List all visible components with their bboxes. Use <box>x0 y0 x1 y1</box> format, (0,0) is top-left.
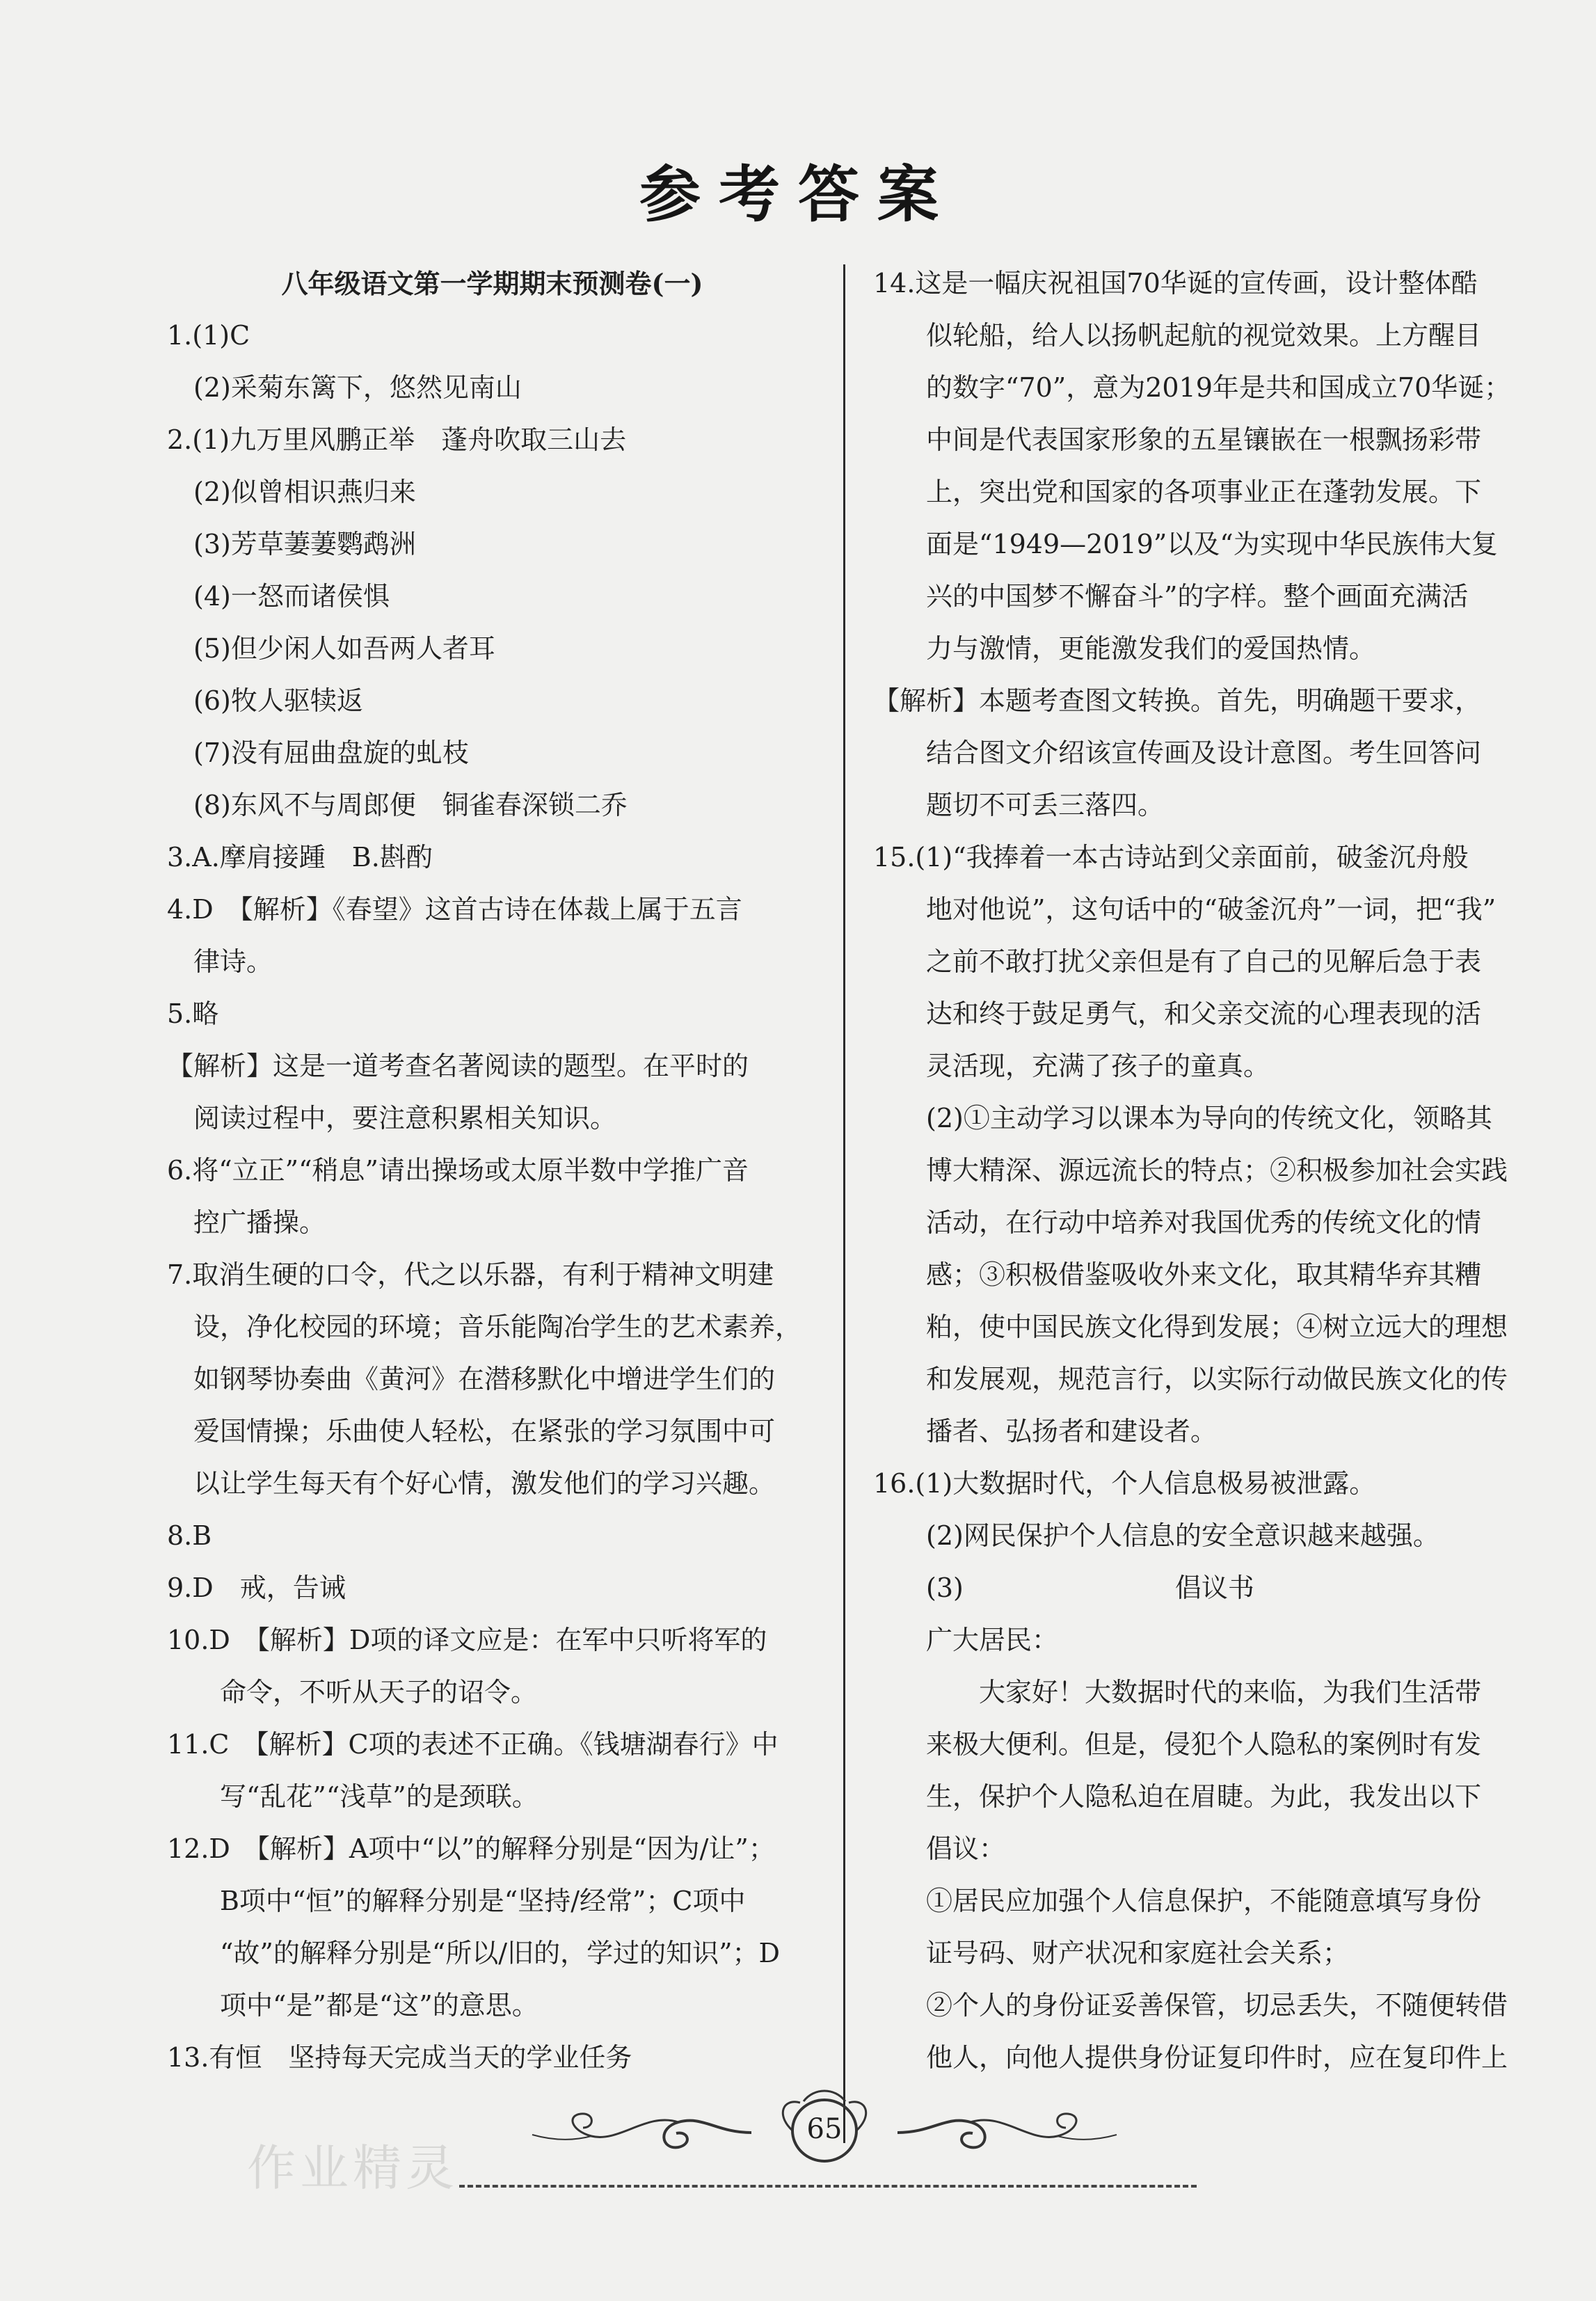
answer-line: 控广播操。 <box>193 1207 326 1238</box>
page-footer <box>452 2087 1218 2206</box>
answer-line: 9.D 戒，告诫 <box>167 1573 346 1603</box>
answer-line: 【解析】这是一道考查名著阅读的题型。在平时的 <box>167 1051 749 1081</box>
footer-dashed-line <box>459 2185 1197 2188</box>
answer-line: (3)芳草萋萋鹦鹉洲 <box>193 529 416 559</box>
answer-line: 结合图文介绍该宣传画及设计意图。考生回答问 <box>926 738 1482 768</box>
answer-line: 活动，在行动中培养对我国优秀的传统文化的情 <box>926 1207 1482 1238</box>
right-scroll-ornament-icon <box>891 2101 1120 2164</box>
answer-line: 设，净化校园的环境；音乐能陶冶学生的艺术素养， <box>193 1312 802 1342</box>
answer-line: 博大精深、源远流长的特点；②积极参加社会实践 <box>926 1155 1508 1186</box>
answer-line: 项中“是”都是“这”的意思。 <box>220 1990 538 2021</box>
answer-line: 灵活现，充满了孩子的童真。 <box>926 1051 1270 1081</box>
answer-line: 兴的中国梦不懈奋斗”的字样。整个画面充满活 <box>926 581 1469 612</box>
answer-line: ②个人的身份证妥善保管，切忌丢失，不随便转借 <box>926 1990 1508 2021</box>
answer-line: 感；③积极借鉴吸收外来文化，取其精华弃其糟 <box>926 1259 1482 1290</box>
answer-line: (2)采菊东篱下，悠然见南山 <box>193 372 522 403</box>
right-answer-list <box>873 257 1541 2084</box>
answer-line: 6.将“立正”“稍息”请出操场或太原半数中学推广音 <box>167 1155 749 1186</box>
answer-line: 似轮船，给人以扬帆起航的视觉效果。上方醒目 <box>926 320 1482 351</box>
answer-line: 7.取消生硬的口令，代之以乐器，有利于精神文明建 <box>167 1259 774 1290</box>
left-answer-list <box>167 310 817 2084</box>
answer-line: 生，保护个人隐私迫在眉睫。为此，我发出以下 <box>926 1781 1482 1812</box>
answer-line: 1.(1)C <box>167 320 250 351</box>
section-title: 八年级语文第一学期期末预测卷(一) <box>281 268 703 299</box>
answer-line: 命令，不听从天子的诏令。 <box>220 1677 538 1707</box>
right-column <box>873 257 1541 2084</box>
answer-line: 大家好！大数据时代的来临，为我们生活带 <box>926 1677 1482 1707</box>
answer-line: 16.(1)大数据时代，个人信息极易被泄露。 <box>873 1468 1376 1499</box>
answer-line: 中间是代表国家形象的五星镶嵌在一根飘扬彩带 <box>926 424 1482 455</box>
answer-line: (8)东风不与周郎便 铜雀春深锁二乔 <box>193 790 628 820</box>
answer-line: 之前不敢打扰父亲但是有了自己的见解后急于表 <box>926 946 1482 977</box>
answer-line: 写“乱花”“浅草”的是颈联。 <box>220 1781 538 1812</box>
page-number-text: 65 <box>806 2113 843 2145</box>
answer-line: 5.略 <box>167 998 219 1029</box>
answer-line: 12.D 【解析】A项中“以”的解释分别是“因为/让”； <box>167 1833 775 1864</box>
answer-line: 2.(1)九万里风鹏正举 蓬舟吹取三山去 <box>167 424 627 455</box>
answer-line: 如钢琴协奏曲《黄河》在潜移默化中增进学生们的 <box>193 1364 776 1394</box>
answer-line: 4.D 【解析】《春望》这首古诗在体裁上属于五言 <box>167 894 742 925</box>
page-number <box>762 2087 887 2171</box>
answer-line: 地对他说”，这句话中的“破釜沉舟”一词，把“我” <box>926 894 1497 925</box>
left-column <box>167 257 817 2084</box>
answer-line: 粕，使中国民族文化得到发展；④树立远大的理想 <box>926 1312 1508 1342</box>
answer-line: 律诗。 <box>193 946 273 977</box>
answer-line: 以让学生每天有个好心情，激发他们的学习兴趣。 <box>193 1468 776 1499</box>
answer-line: (4)一怒而诸侯惧 <box>193 581 390 612</box>
answer-line: 13.有恒 坚持每天完成当天的学业任务 <box>167 2042 632 2073</box>
answer-line: 14.这是一幅庆祝祖国70华诞的宣传画，设计整体酷 <box>873 268 1478 298</box>
answer-line: 上，突出党和国家的各项事业正在蓬勃发展。下 <box>926 477 1482 507</box>
answer-line: 和发展观，规范言行，以实际行动做民族文化的传 <box>926 1364 1508 1394</box>
answer-line: 阅读过程中，要注意积累相关知识。 <box>193 1103 617 1133</box>
answer-line: 证号码、财产状况和家庭社会关系； <box>926 1938 1350 1968</box>
page-title: 参考答案 <box>639 159 957 230</box>
answer-line: ①居民应加强个人信息保护，不能随意填写身份 <box>926 1886 1482 1916</box>
answer-line: B项中“恒”的解释分别是“坚持/经常”；C项中 <box>220 1886 746 1916</box>
answer-line: (2)①主动学习以课本为导向的传统文化，领略其 <box>926 1103 1492 1133</box>
answer-line: 的数字“70”，意为2019年是共和国成立70华诞； <box>926 372 1511 403</box>
answer-line: (5)但少闲人如吾两人者耳 <box>193 633 495 664</box>
answer-line: 达和终于鼓足勇气，和父亲交流的心理表现的活 <box>926 998 1482 1029</box>
answer-line: “故”的解释分别是“所以/旧的，学过的知识”；D <box>220 1938 780 1968</box>
answer-line: (6)牧人驱犊返 <box>193 685 363 716</box>
answer-line: (3) 倡议书 <box>926 1573 1254 1603</box>
answer-line: 15.(1)“我捧着一本古诗站到父亲面前，破釜沉舟般 <box>873 842 1469 873</box>
answer-line: 题切不可丢三落四。 <box>926 790 1165 820</box>
column-divider <box>843 264 845 2143</box>
answer-line: 8.B <box>167 1520 212 1551</box>
left-scroll-ornament-icon <box>529 2101 758 2164</box>
answer-line: (2)网民保护个人信息的安全意识越来越强。 <box>926 1520 1439 1551</box>
answer-line: (7)没有屈曲盘旋的虬枝 <box>193 738 469 768</box>
answer-line: 面是“1949—2019”以及“为实现中华民族伟大复 <box>926 529 1498 559</box>
answer-line: 【解析】本题考查图文转换。首先，明确题干要求， <box>873 685 1482 716</box>
answer-line: 3.A.摩肩接踵 B.斟酌 <box>167 842 433 873</box>
answer-line: 来极大便利。但是，侵犯个人隐私的案例时有发 <box>926 1729 1482 1760</box>
answer-line: 倡议： <box>926 1833 1006 1864</box>
watermark-text: 作业精灵 <box>247 2140 458 2197</box>
answer-line: 爱国情操；乐曲使人轻松，在紧张的学习氛围中可 <box>193 1416 776 1447</box>
watermark <box>247 2129 470 2247</box>
answer-line: 力与激情，更能激发我们的爱国热情。 <box>926 633 1376 664</box>
answer-line: 他人，向他人提供身份证复印件时，应在复印件上 <box>926 2042 1508 2073</box>
answer-line: 广大居民： <box>926 1625 1059 1655</box>
answer-line: 播者、弘扬者和建设者。 <box>926 1416 1218 1447</box>
answer-line: (2)似曾相识燕归来 <box>193 477 416 507</box>
answer-line: 10.D 【解析】D项的译文应是：在军中只听将军的 <box>167 1625 767 1655</box>
answer-line: 11.C 【解析】C项的表述不正确。《钱塘湖春行》中 <box>167 1729 779 1760</box>
